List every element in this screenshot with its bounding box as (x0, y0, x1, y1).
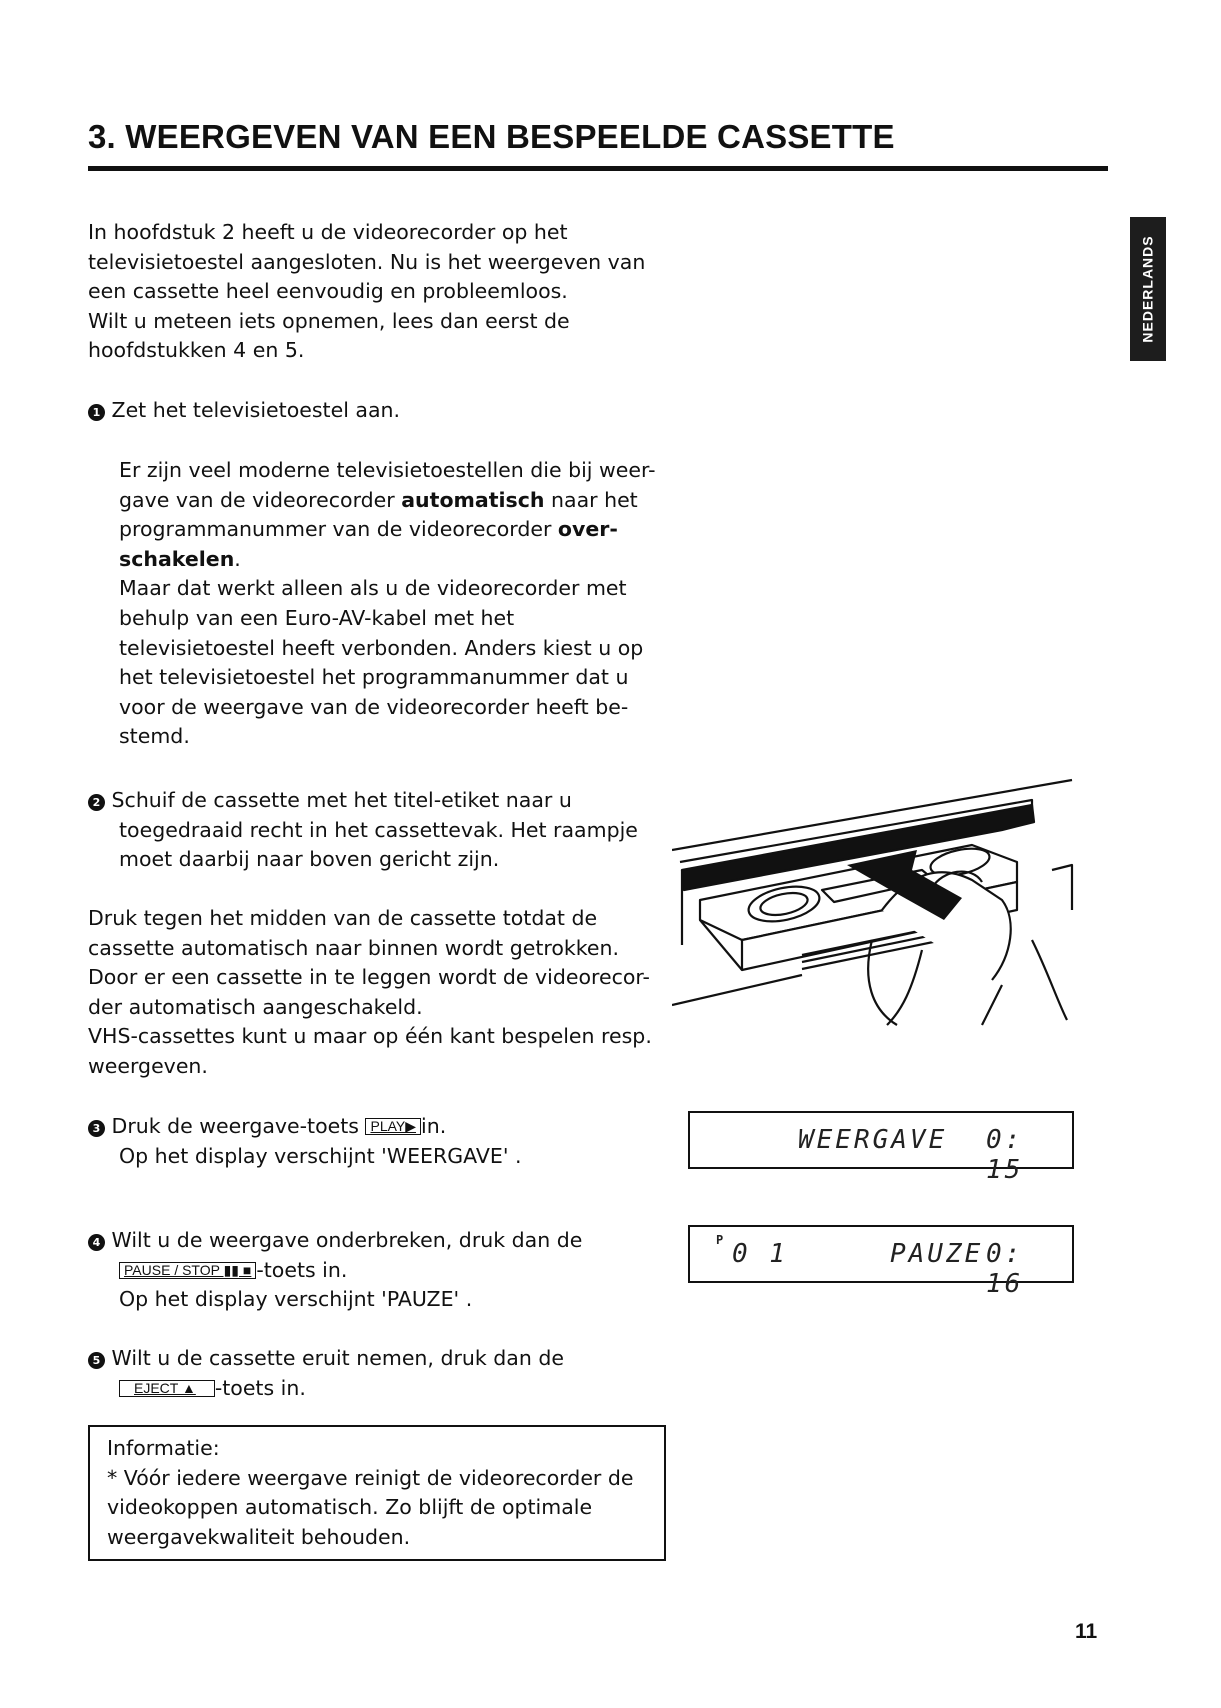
language-tab-label: NEDERLANDS (1140, 235, 1157, 343)
detail-text: programmanummer van de videorecorder (119, 517, 558, 542)
step-1-number: 1 (88, 404, 105, 421)
detail-text: . (234, 546, 241, 571)
info-box (88, 1425, 666, 1561)
lcd-display-weergave (688, 1111, 1074, 1185)
step-2-number: 2 (88, 794, 105, 811)
intro-line: televisietoestel aangesloten. Nu is het weergeven van (88, 249, 646, 274)
step-4-number: 4 (88, 1234, 105, 1251)
page-title: 3. WEERGEVEN VAN EEN BESPEELDE CASSETTE (88, 118, 895, 155)
detail-line: Er zijn veel moderne televisietoestellen die bij weer- (119, 458, 656, 482)
step-5-text: Wilt u de cassette eruit nemen, druk dan de (111, 1346, 564, 1370)
detail-text: gave van de videorecorder (119, 487, 402, 512)
paragraph-line: VHS-cassettes kunt u maar op één kant bespelen resp. (88, 1024, 652, 1049)
lcd-time: 0: 15 (986, 1125, 1024, 1185)
step-4-line (88, 1256, 582, 1286)
play-key-label: PLAY▶ (370, 1118, 417, 1134)
language-tab (1130, 217, 1166, 361)
page-number: 11 (1075, 1620, 1098, 1643)
eject-key-label: EJECT ▲ (134, 1379, 196, 1396)
intro-line: Wilt u meteen iets opnemen, lees dan eerst de (88, 308, 570, 333)
detail-line: het televisietoestel het programmanummer dat u (119, 665, 629, 690)
step-5-text: -toets in. (214, 1375, 306, 1400)
detail-line: behulp van een Euro-AV-kabel met het (119, 605, 515, 630)
step-4 (88, 1226, 582, 1315)
step-1 (88, 396, 400, 426)
lcd-display-pauze (688, 1225, 1074, 1299)
step-2-line (88, 786, 638, 816)
detail-line (119, 545, 656, 575)
intro-line: hoofdstukken 4 en 5. (88, 338, 305, 363)
lcd-p-indicator: P (716, 1233, 727, 1247)
step-2 (88, 786, 638, 875)
pause-stop-key-label: PAUSE / STOP ▮▮ ■ (124, 1261, 252, 1278)
step-5-line (88, 1374, 564, 1404)
detail-line (119, 486, 656, 516)
lcd-status-text: WEERGAVE (798, 1125, 948, 1155)
lcd-status-text: PAUZE (890, 1239, 984, 1269)
step-5-number: 5 (88, 1352, 105, 1369)
info-line: videokoppen automatisch. Zo blijft de optimale (107, 1495, 593, 1520)
step-5-line (88, 1344, 564, 1374)
info-line: weergavekwaliteit behouden. (107, 1524, 411, 1549)
cassette-insert-illustration (672, 770, 1082, 1030)
step-4-line (88, 1226, 582, 1256)
step-3-line: Op het display verschijnt 'WEERGAVE' . (119, 1143, 522, 1168)
paragraph-line: der automatisch aangeschakeld. (88, 994, 423, 1019)
step-4-text: Wilt u de weergave onderbreken, druk dan de (111, 1228, 583, 1252)
step-3-text: in. (421, 1114, 447, 1138)
step-3-line (88, 1112, 521, 1142)
step-2-paragraph (88, 904, 652, 1082)
play-key (365, 1118, 421, 1135)
step-5 (88, 1344, 564, 1403)
step-1-detail (119, 456, 656, 752)
paragraph-line: Door er een cassette in te leggen wordt de videorecor- (88, 965, 650, 990)
detail-line: stemd. (119, 724, 190, 749)
detail-line (119, 515, 656, 545)
lcd-channel: 0 1 (732, 1239, 788, 1269)
paragraph-line: cassette automatisch naar binnen wordt getrokken. (88, 935, 620, 960)
step-4-text: -toets in. (256, 1257, 348, 1282)
step-4-line: Op het display verschijnt 'PAUZE' . (119, 1287, 473, 1312)
intro-paragraph (88, 218, 645, 366)
paragraph-line: weergeven. (88, 1053, 208, 1078)
eject-key (119, 1380, 215, 1397)
lcd-time: 0: 16 (986, 1239, 1024, 1299)
step-3-number: 3 (88, 1120, 105, 1137)
detail-line: voor de weergave van de videorecorder heeft be- (119, 694, 629, 719)
step-3 (88, 1112, 521, 1171)
detail-line: televisietoestel heeft verbonden. Anders kiest u op (119, 635, 644, 660)
info-content (107, 1434, 634, 1552)
detail-bold: automatisch (401, 487, 545, 512)
detail-line: Maar dat werkt alleen als u de videorecorder met (119, 576, 627, 601)
step-2-text: Schuif de cassette met het titel-etiket naar u (111, 788, 572, 812)
detail-bold: schakelen (119, 546, 235, 571)
intro-line: een cassette heel eenvoudig en probleemloos. (88, 279, 568, 304)
step-2-line: moet daarbij naar boven gericht zijn. (119, 847, 500, 872)
step-2-line: toegedraaid recht in het cassettevak. Het raampje (119, 817, 638, 842)
title-rule (88, 166, 1108, 171)
pause-stop-key (119, 1262, 256, 1279)
info-line: * Vóór iedere weergave reinigt de videorecorder de (107, 1465, 634, 1490)
step-3-text: Druk de weergave-toets (111, 1114, 366, 1138)
intro-line: In hoofdstuk 2 heeft u de videorecorder op het (88, 220, 568, 244)
detail-bold: over- (557, 517, 618, 542)
detail-text: naar het (544, 487, 638, 512)
info-title: Informatie: (107, 1436, 220, 1460)
paragraph-line: Druk tegen het midden van de cassette totdat de (88, 906, 598, 930)
step-1-text: Zet het televisietoestel aan. (111, 398, 401, 422)
